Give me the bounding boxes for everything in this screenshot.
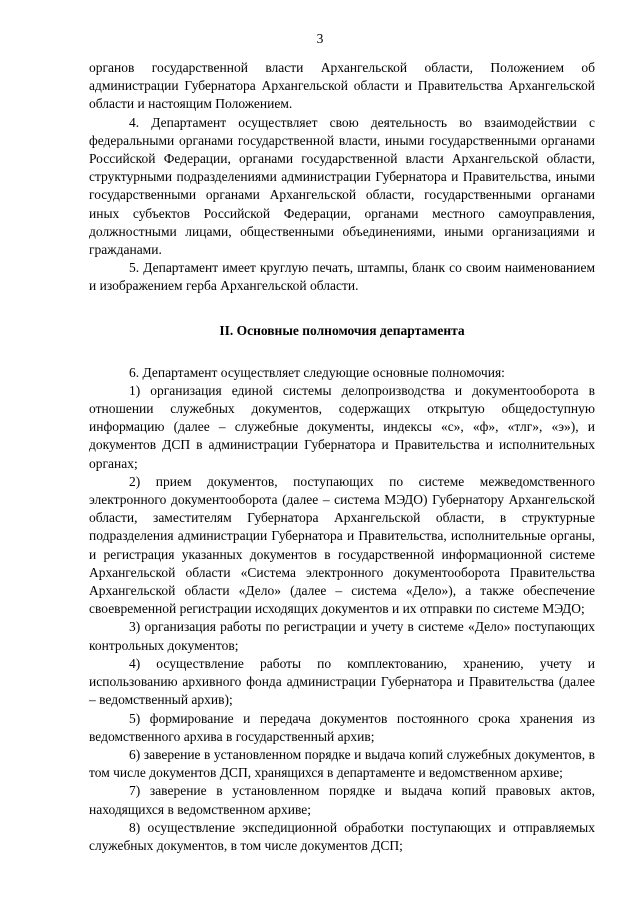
- page-number: 3: [316, 31, 324, 46]
- list-item-8: 8) осуществление экспедиционной обработки поступающих и отправляемых служебных документов, в том числе документов ДСП;: [89, 819, 595, 853]
- list-item-3: 3) организация работы по регистрации и учету в системе «Дело» поступающих контрольных документов;: [89, 619, 595, 653]
- document-body: [89, 59, 595, 855]
- section-heading: II. Основные полномочия департамента: [219, 322, 465, 338]
- list-item-5: 5) формирование и передача документов постоянного срока хранения из ведомственного архива в государственный архив;: [89, 710, 595, 744]
- paragraph-5: 5. Департамент имеет круглую печать, штампы, бланк со своим наименованием и изображением герба Архангельской области.: [89, 260, 595, 294]
- list-item-1: 1) организация единой системы делопроизводства и документооборота в отношении служебных документов, содержащих открытую общедоступную информацию (далее – служебные документы, индексы «с», «ф», «тлг», «э»), и документов ДСП в администрации Губернатора и Правительства и исполнительных органах;: [89, 382, 595, 471]
- list-item-4: 4) осуществление работы по комплектованию, хранению, учету и использованию архивного фонда администрации Губернатора и Правительства (далее – ведомственный архив);: [89, 655, 595, 708]
- paragraph-intro: органов государственной власти Архангельской области, Положением об администрации Губернатора Архангельской области и Правительства Архангельской области и настоящим Положением.: [89, 60, 595, 112]
- paragraph-4: 4. Департамент осуществляет свою деятельность во взаимодействии с федеральными органами государственной власти, иными государственными органами Российской Федерации, органами государственной власти Архангельской области, структурными подразделениями администрации Губернатора и Правительства, иными государственными органами Архангельской области, государственными органами иных субъектов Российской Федерации, органами местного самоуправления, должностными лицами, общественными объединениями, иными организациями и гражданами.: [89, 114, 595, 258]
- list-item-7: 7) заверение в установленном порядке и выдача копий правовых актов, находящихся в ведомственном архиве;: [89, 783, 595, 817]
- list-item-6: 6) заверение в установленном порядке и выдача копий служебных документов, в том числе документов ДСП, хранящихся в департаменте и ведомственном архиве;: [89, 746, 595, 781]
- list-item-2: 2) прием документов, поступающих по системе межведомственного электронного документооборота (далее – система МЭДО) Губернатору Архангельской области, заместителям Губернатора Архангельской области, в структурные подразделения администрации Губернатора и Правительства, исполнительные органы, и регистрация указанных документов в государственной информационной системе Архангельской области «Система электронного документооборота Правительства Архангельской области «Дело» (далее – система «Дело»), а также обеспечение своевременной регистрации исходящих документов и их отправки по системе МЭДО;: [89, 473, 595, 617]
- paragraph-6: 6. Департамент осуществляет следующие основные полномочия:: [129, 364, 505, 380]
